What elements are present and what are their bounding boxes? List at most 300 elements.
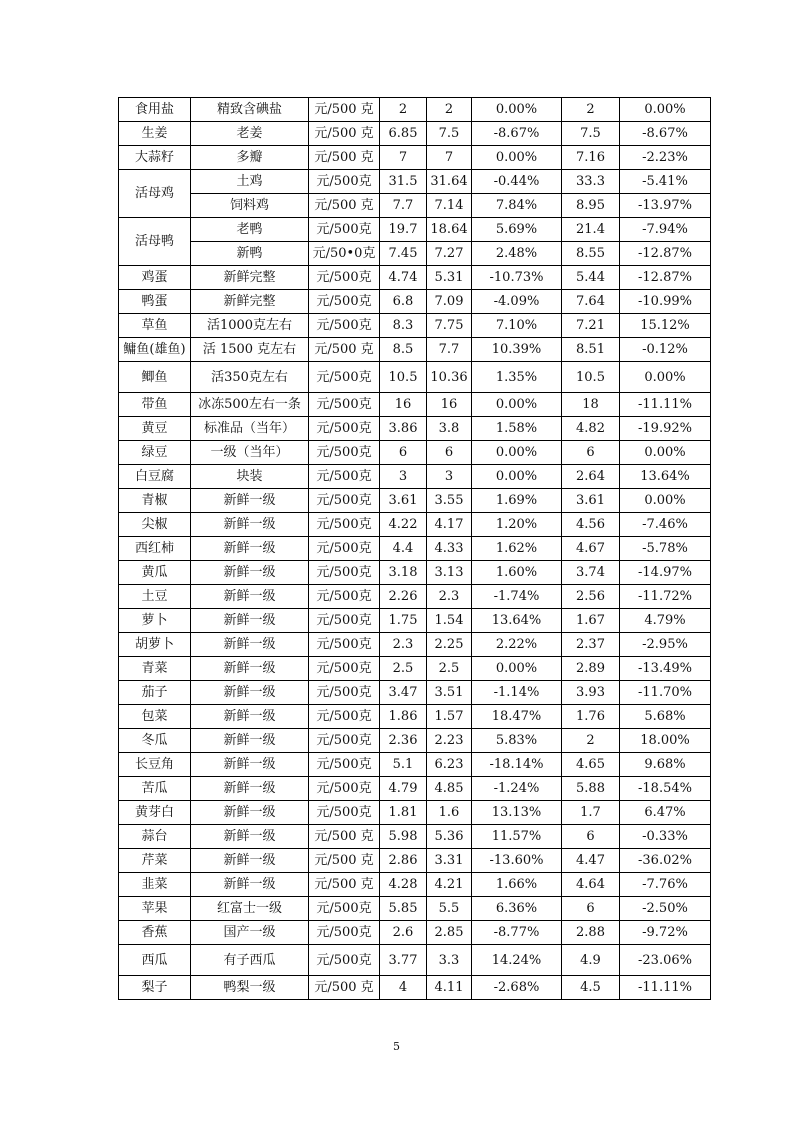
change-cell: 1.58% — [472, 417, 562, 441]
change2-cell: -5.78% — [620, 537, 711, 561]
item-name-cell: 青菜 — [119, 657, 191, 681]
item-name-cell: 土豆 — [119, 585, 191, 609]
change-cell: -1.14% — [472, 681, 562, 705]
change-cell: 2.48% — [472, 242, 562, 266]
last-price-cell: 4.47 — [562, 849, 620, 873]
unit-cell: 元/500克 — [309, 681, 380, 705]
prev-price-cell: 2 — [427, 98, 472, 122]
change-cell: -2.68% — [472, 976, 562, 1000]
last-price-cell: 18 — [562, 393, 620, 417]
prev-price-cell: 7 — [427, 146, 472, 170]
unit-cell: 元/500 克 — [309, 825, 380, 849]
table-row — [119, 489, 711, 513]
last-price-cell: 8.51 — [562, 338, 620, 362]
change2-cell: -11.11% — [620, 393, 711, 417]
price-cell: 6 — [380, 441, 427, 465]
change-cell: 0.00% — [472, 465, 562, 489]
table-row — [119, 976, 711, 1000]
table-row — [119, 897, 711, 921]
change2-cell: -2.23% — [620, 146, 711, 170]
table-row — [119, 362, 711, 393]
item-name-cell: 带鱼 — [119, 393, 191, 417]
price-cell: 7.7 — [380, 194, 427, 218]
last-price-cell: 2.56 — [562, 585, 620, 609]
last-price-cell: 3.93 — [562, 681, 620, 705]
item-name-cell: 鸭蛋 — [119, 290, 191, 314]
change2-cell: -0.33% — [620, 825, 711, 849]
spec-cell: 新鲜一级 — [191, 513, 309, 537]
change2-cell: -8.67% — [620, 122, 711, 146]
last-price-cell: 2.88 — [562, 921, 620, 945]
table-row — [119, 441, 711, 465]
table-row — [119, 729, 711, 753]
item-name-cell: 蒜台 — [119, 825, 191, 849]
prev-price-cell: 3.51 — [427, 681, 472, 705]
change-cell: 0.00% — [472, 441, 562, 465]
table-row — [119, 513, 711, 537]
last-price-cell: 2 — [562, 729, 620, 753]
last-price-cell: 1.7 — [562, 801, 620, 825]
price-cell: 1.81 — [380, 801, 427, 825]
prev-price-cell: 3 — [427, 465, 472, 489]
change2-cell: -11.72% — [620, 585, 711, 609]
table-row — [119, 657, 711, 681]
item-name-cell: 活母鸭 — [119, 218, 191, 266]
unit-cell: 元/500克 — [309, 801, 380, 825]
table-row — [119, 537, 711, 561]
item-name-cell: 白豆腐 — [119, 465, 191, 489]
item-name-cell: 黄芽白 — [119, 801, 191, 825]
change-cell: -0.44% — [472, 170, 562, 194]
prev-price-cell: 3.55 — [427, 489, 472, 513]
spec-cell: 活350克左右 — [191, 362, 309, 393]
unit-cell: 元/500 克 — [309, 146, 380, 170]
change2-cell: 13.64% — [620, 465, 711, 489]
item-name-cell: 苹果 — [119, 897, 191, 921]
unit-cell: 元/500克 — [309, 705, 380, 729]
spec-cell: 老姜 — [191, 122, 309, 146]
change-cell: 2.22% — [472, 633, 562, 657]
spec-cell: 新鲜一级 — [191, 585, 309, 609]
price-cell: 4.28 — [380, 873, 427, 897]
table-row — [119, 633, 711, 657]
change-cell: 10.39% — [472, 338, 562, 362]
change2-cell: -5.41% — [620, 170, 711, 194]
unit-cell: 元/500克 — [309, 513, 380, 537]
spec-cell: 新鲜一级 — [191, 705, 309, 729]
unit-cell: 元/500克 — [309, 290, 380, 314]
change2-cell: -11.70% — [620, 681, 711, 705]
unit-cell: 元/500 克 — [309, 98, 380, 122]
last-price-cell: 6 — [562, 825, 620, 849]
last-price-cell: 5.88 — [562, 777, 620, 801]
item-name-cell: 鸡蛋 — [119, 266, 191, 290]
change-cell: 0.00% — [472, 146, 562, 170]
item-name-cell: 西红柿 — [119, 537, 191, 561]
price-cell: 2.3 — [380, 633, 427, 657]
price-cell: 2.26 — [380, 585, 427, 609]
table-body — [119, 98, 711, 1000]
item-name-cell: 生姜 — [119, 122, 191, 146]
price-cell: 4.79 — [380, 777, 427, 801]
unit-cell: 元/500克 — [309, 777, 380, 801]
spec-cell: 新鲜一级 — [191, 801, 309, 825]
unit-cell: 元/500克 — [309, 218, 380, 242]
table-row — [119, 393, 711, 417]
price-cell: 2.5 — [380, 657, 427, 681]
spec-cell: 新鲜完整 — [191, 266, 309, 290]
price-cell: 3 — [380, 465, 427, 489]
last-price-cell: 21.4 — [562, 218, 620, 242]
change2-cell: -13.97% — [620, 194, 711, 218]
change2-cell: -23.06% — [620, 945, 711, 976]
unit-cell: 元/500克 — [309, 921, 380, 945]
prev-price-cell: 7.75 — [427, 314, 472, 338]
change2-cell: -2.50% — [620, 897, 711, 921]
price-cell: 4.22 — [380, 513, 427, 537]
table-row — [119, 705, 711, 729]
spec-cell: 活1000克左右 — [191, 314, 309, 338]
price-cell: 31.5 — [380, 170, 427, 194]
item-name-cell: 冬瓜 — [119, 729, 191, 753]
change-cell: -1.74% — [472, 585, 562, 609]
prev-price-cell: 4.85 — [427, 777, 472, 801]
spec-cell: 红富士一级 — [191, 897, 309, 921]
change-cell: 7.10% — [472, 314, 562, 338]
change-cell: 7.84% — [472, 194, 562, 218]
spec-cell: 新鲜一级 — [191, 825, 309, 849]
unit-cell: 元/500克 — [309, 465, 380, 489]
unit-cell: 元/500克 — [309, 266, 380, 290]
prev-price-cell: 2.5 — [427, 657, 472, 681]
change2-cell: 0.00% — [620, 362, 711, 393]
prev-price-cell: 2.25 — [427, 633, 472, 657]
change-cell: 1.62% — [472, 537, 562, 561]
table-row — [119, 194, 711, 218]
spec-cell: 标准品（当年） — [191, 417, 309, 441]
price-cell: 2 — [380, 98, 427, 122]
change2-cell: -36.02% — [620, 849, 711, 873]
price-cell: 3.61 — [380, 489, 427, 513]
spec-cell: 鸭梨一级 — [191, 976, 309, 1000]
unit-cell: 元/500 克 — [309, 873, 380, 897]
change2-cell: -13.49% — [620, 657, 711, 681]
last-price-cell: 4.65 — [562, 753, 620, 777]
change-cell: 1.69% — [472, 489, 562, 513]
last-price-cell: 3.61 — [562, 489, 620, 513]
unit-cell: 元/500克 — [309, 537, 380, 561]
prev-price-cell: 1.57 — [427, 705, 472, 729]
spec-cell: 新鲜一级 — [191, 657, 309, 681]
spec-cell: 新鲜一级 — [191, 681, 309, 705]
table-row — [119, 242, 711, 266]
price-cell: 8.3 — [380, 314, 427, 338]
last-price-cell: 4.9 — [562, 945, 620, 976]
last-price-cell: 2.37 — [562, 633, 620, 657]
change2-cell: 9.68% — [620, 753, 711, 777]
unit-cell: 元/500克 — [309, 897, 380, 921]
last-price-cell: 10.5 — [562, 362, 620, 393]
item-name-cell: 鲫鱼 — [119, 362, 191, 393]
change2-cell: 0.00% — [620, 98, 711, 122]
prev-price-cell: 2.85 — [427, 921, 472, 945]
item-name-cell: 大蒜籽 — [119, 146, 191, 170]
unit-cell: 元/500 克 — [309, 338, 380, 362]
change2-cell: -14.97% — [620, 561, 711, 585]
change-cell: 6.36% — [472, 897, 562, 921]
prev-price-cell: 10.36 — [427, 362, 472, 393]
prev-price-cell: 5.31 — [427, 266, 472, 290]
prev-price-cell: 18.64 — [427, 218, 472, 242]
change2-cell: 18.00% — [620, 729, 711, 753]
price-cell: 2.6 — [380, 921, 427, 945]
change2-cell: -12.87% — [620, 266, 711, 290]
item-name-cell: 活母鸡 — [119, 170, 191, 218]
price-cell: 2.36 — [380, 729, 427, 753]
prev-price-cell: 1.54 — [427, 609, 472, 633]
change2-cell: 0.00% — [620, 489, 711, 513]
change-cell: 1.60% — [472, 561, 562, 585]
change-cell: 13.13% — [472, 801, 562, 825]
table-row — [119, 609, 711, 633]
last-price-cell: 33.3 — [562, 170, 620, 194]
change-cell: 0.00% — [472, 393, 562, 417]
item-name-cell: 西瓜 — [119, 945, 191, 976]
unit-cell: 元/500 克 — [309, 122, 380, 146]
change-cell: -13.60% — [472, 849, 562, 873]
prev-price-cell: 5.36 — [427, 825, 472, 849]
unit-cell: 元/500克 — [309, 314, 380, 338]
unit-cell: 元/500克 — [309, 362, 380, 393]
unit-cell: 元/500克 — [309, 945, 380, 976]
unit-cell: 元/500克 — [309, 633, 380, 657]
unit-cell: 元/500 克 — [309, 849, 380, 873]
spec-cell: 多瓣 — [191, 146, 309, 170]
table-row — [119, 753, 711, 777]
price-cell: 10.5 — [380, 362, 427, 393]
change2-cell: -0.12% — [620, 338, 711, 362]
change-cell: 14.24% — [472, 945, 562, 976]
price-cell: 7 — [380, 146, 427, 170]
change-cell: 18.47% — [472, 705, 562, 729]
last-price-cell: 4.5 — [562, 976, 620, 1000]
price-cell: 1.86 — [380, 705, 427, 729]
item-name-cell: 黄瓜 — [119, 561, 191, 585]
spec-cell: 新鲜一级 — [191, 609, 309, 633]
last-price-cell: 4.56 — [562, 513, 620, 537]
table-row — [119, 146, 711, 170]
item-name-cell: 草鱼 — [119, 314, 191, 338]
spec-cell: 饲料鸡 — [191, 194, 309, 218]
table-row — [119, 98, 711, 122]
table-row — [119, 314, 711, 338]
unit-cell: 元/500克 — [309, 609, 380, 633]
spec-cell: 新鲜一级 — [191, 777, 309, 801]
last-price-cell: 7.5 — [562, 122, 620, 146]
item-name-cell: 黄豆 — [119, 417, 191, 441]
table-row — [119, 122, 711, 146]
price-cell: 5.1 — [380, 753, 427, 777]
spec-cell: 一级（当年） — [191, 441, 309, 465]
item-name-cell: 芹菜 — [119, 849, 191, 873]
last-price-cell: 6 — [562, 441, 620, 465]
change-cell: -1.24% — [472, 777, 562, 801]
prev-price-cell: 4.17 — [427, 513, 472, 537]
change-cell: -4.09% — [472, 290, 562, 314]
prev-price-cell: 3.13 — [427, 561, 472, 585]
page-number: 5 — [393, 1040, 400, 1053]
unit-cell: 元/50•0克 — [309, 242, 380, 266]
prev-price-cell: 3.31 — [427, 849, 472, 873]
item-name-cell: 尖椒 — [119, 513, 191, 537]
spec-cell: 新鲜一级 — [191, 537, 309, 561]
prev-price-cell: 31.64 — [427, 170, 472, 194]
unit-cell: 元/500克 — [309, 417, 380, 441]
price-cell: 4.4 — [380, 537, 427, 561]
change2-cell: -11.11% — [620, 976, 711, 1000]
unit-cell: 元/500克 — [309, 489, 380, 513]
prev-price-cell: 7.09 — [427, 290, 472, 314]
price-cell: 3.47 — [380, 681, 427, 705]
item-name-cell: 青椒 — [119, 489, 191, 513]
table-row — [119, 825, 711, 849]
price-cell: 5.98 — [380, 825, 427, 849]
spec-cell: 新鲜一级 — [191, 849, 309, 873]
spec-cell: 新鲜一级 — [191, 873, 309, 897]
spec-cell: 有子西瓜 — [191, 945, 309, 976]
prev-price-cell: 3.8 — [427, 417, 472, 441]
change-cell: -8.77% — [472, 921, 562, 945]
spec-cell: 新鲜一级 — [191, 489, 309, 513]
change-cell: 13.64% — [472, 609, 562, 633]
table-row — [119, 465, 711, 489]
prev-price-cell: 7.14 — [427, 194, 472, 218]
table-row — [119, 266, 711, 290]
change-cell: 11.57% — [472, 825, 562, 849]
table-row — [119, 873, 711, 897]
spec-cell: 新鲜一级 — [191, 633, 309, 657]
price-cell: 16 — [380, 393, 427, 417]
spec-cell: 土鸡 — [191, 170, 309, 194]
price-cell: 6.85 — [380, 122, 427, 146]
change2-cell: -7.76% — [620, 873, 711, 897]
table-row — [119, 338, 711, 362]
price-cell: 8.5 — [380, 338, 427, 362]
table-row — [119, 801, 711, 825]
price-table — [118, 97, 711, 1000]
price-cell: 7.45 — [380, 242, 427, 266]
prev-price-cell: 2.23 — [427, 729, 472, 753]
last-price-cell: 4.82 — [562, 417, 620, 441]
last-price-cell: 5.44 — [562, 266, 620, 290]
spec-cell: 新鲜一级 — [191, 753, 309, 777]
last-price-cell: 7.16 — [562, 146, 620, 170]
last-price-cell: 6 — [562, 897, 620, 921]
spec-cell: 国产一级 — [191, 921, 309, 945]
unit-cell: 元/500 克 — [309, 194, 380, 218]
last-price-cell: 8.95 — [562, 194, 620, 218]
unit-cell: 元/500克 — [309, 753, 380, 777]
change2-cell: 4.79% — [620, 609, 711, 633]
last-price-cell: 3.74 — [562, 561, 620, 585]
price-cell: 1.75 — [380, 609, 427, 633]
price-cell: 3.86 — [380, 417, 427, 441]
prev-price-cell: 4.11 — [427, 976, 472, 1000]
price-cell: 4 — [380, 976, 427, 1000]
change-cell: -8.67% — [472, 122, 562, 146]
item-name-cell: 香蕉 — [119, 921, 191, 945]
last-price-cell: 2.89 — [562, 657, 620, 681]
item-name-cell: 韭菜 — [119, 873, 191, 897]
change2-cell: -2.95% — [620, 633, 711, 657]
last-price-cell: 2 — [562, 98, 620, 122]
change-cell: -18.14% — [472, 753, 562, 777]
change2-cell: -18.54% — [620, 777, 711, 801]
table-row — [119, 585, 711, 609]
spec-cell: 新鲜完整 — [191, 290, 309, 314]
unit-cell: 元/500克 — [309, 441, 380, 465]
last-price-cell: 7.21 — [562, 314, 620, 338]
prev-price-cell: 4.21 — [427, 873, 472, 897]
change-cell: 1.20% — [472, 513, 562, 537]
price-cell: 2.86 — [380, 849, 427, 873]
item-name-cell: 包菜 — [119, 705, 191, 729]
unit-cell: 元/500克 — [309, 393, 380, 417]
last-price-cell: 8.55 — [562, 242, 620, 266]
change2-cell: -19.92% — [620, 417, 711, 441]
last-price-cell: 4.64 — [562, 873, 620, 897]
prev-price-cell: 7.27 — [427, 242, 472, 266]
price-cell: 5.85 — [380, 897, 427, 921]
prev-price-cell: 7.5 — [427, 122, 472, 146]
item-name-cell: 长豆角 — [119, 753, 191, 777]
item-name-cell: 绿豆 — [119, 441, 191, 465]
spec-cell: 新鸭 — [191, 242, 309, 266]
table-row — [119, 681, 711, 705]
item-name-cell: 胡萝卜 — [119, 633, 191, 657]
table-row — [119, 290, 711, 314]
last-price-cell: 1.67 — [562, 609, 620, 633]
unit-cell: 元/500克 — [309, 170, 380, 194]
spec-cell: 新鲜一级 — [191, 729, 309, 753]
unit-cell: 元/500克 — [309, 585, 380, 609]
item-name-cell: 茄子 — [119, 681, 191, 705]
last-price-cell: 4.67 — [562, 537, 620, 561]
change-cell: -10.73% — [472, 266, 562, 290]
change-cell: 0.00% — [472, 657, 562, 681]
change2-cell: -9.72% — [620, 921, 711, 945]
table-row — [119, 561, 711, 585]
price-cell: 3.18 — [380, 561, 427, 585]
item-name-cell: 萝卜 — [119, 609, 191, 633]
table-row — [119, 218, 711, 242]
price-cell: 4.74 — [380, 266, 427, 290]
change-cell: 5.69% — [472, 218, 562, 242]
change2-cell: 15.12% — [620, 314, 711, 338]
price-cell: 3.77 — [380, 945, 427, 976]
change2-cell: -10.99% — [620, 290, 711, 314]
change-cell: 1.66% — [472, 873, 562, 897]
change-cell: 1.35% — [472, 362, 562, 393]
last-price-cell: 1.76 — [562, 705, 620, 729]
change2-cell: 5.68% — [620, 705, 711, 729]
item-name-cell: 食用盐 — [119, 98, 191, 122]
price-cell: 19.7 — [380, 218, 427, 242]
table-row — [119, 849, 711, 873]
prev-price-cell: 2.3 — [427, 585, 472, 609]
change2-cell: 6.47% — [620, 801, 711, 825]
table-row — [119, 170, 711, 194]
